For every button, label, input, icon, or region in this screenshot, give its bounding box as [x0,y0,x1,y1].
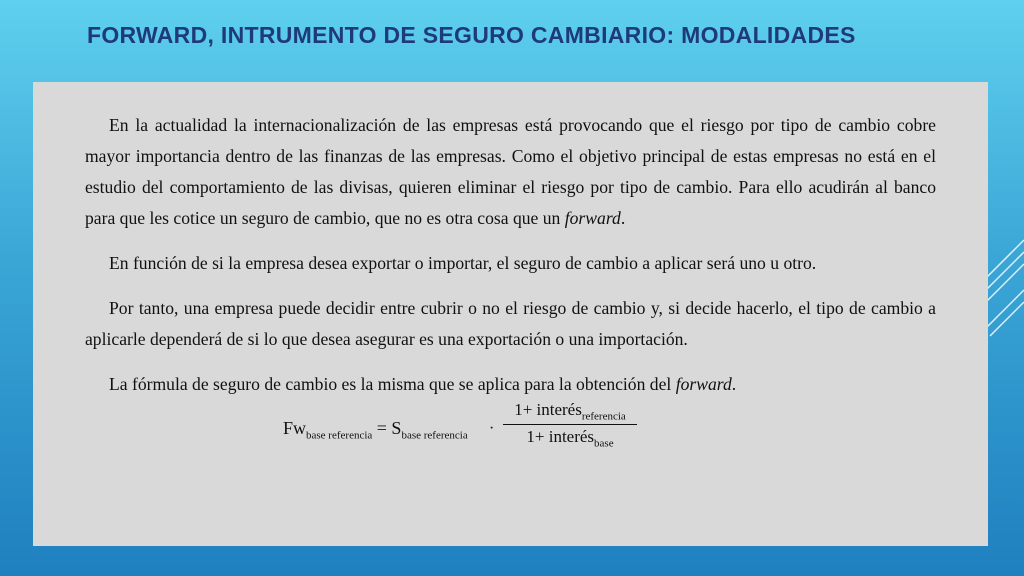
paragraph-4: La fórmula de seguro de cambio es la misma que se aplica para la obtención del forward. [109,374,737,394]
forward-term: forward [675,374,732,394]
multiply-dot: · [489,420,495,437]
fraction-denominator: 1+ interés$_{base}$ [526,427,614,450]
formula-lhs: $Fw_{base referencia} = S_{base referencia}$ [283,418,468,442]
formula-fraction [503,400,637,450]
fraction-numerator: 1+ interés$_{referencia}$ [503,400,637,425]
forward-formula [283,400,683,460]
slide-title: FORWARD, INTRUMENTO DE SEGURO CAMBIARIO: MODALIDADES [87,22,856,48]
paragraph-2: En función de si la empresa desea exportar o importar, el seguro de cambio a aplicar será uno u otro. [109,253,817,273]
forward-term: forward [564,208,621,228]
paragraph-3: Por tanto, una empresa puede decidir entre cubrir o no el riesgo de cambio y, si decide hacerlo, el tipo de cambio a aplicarle dependerá de si lo que desea asegurar es una exportación o una importación. [85,298,936,349]
content-panel [33,82,988,546]
paragraph-1: En la actualidad la internacionalización de las empresas está provocando que el riesgo por tipo de cambio cobre mayor importancia dentro de las finanzas de las empresas. Como el objetivo principal de estas empresas no está en el estudio del comportamiento de las divisas, quieren eliminar el riesgo por tipo de cambio. Para ello acudirán al banco para que les cotice un seguro de cambio, que no es otra cosa que un forward. [85,115,936,228]
